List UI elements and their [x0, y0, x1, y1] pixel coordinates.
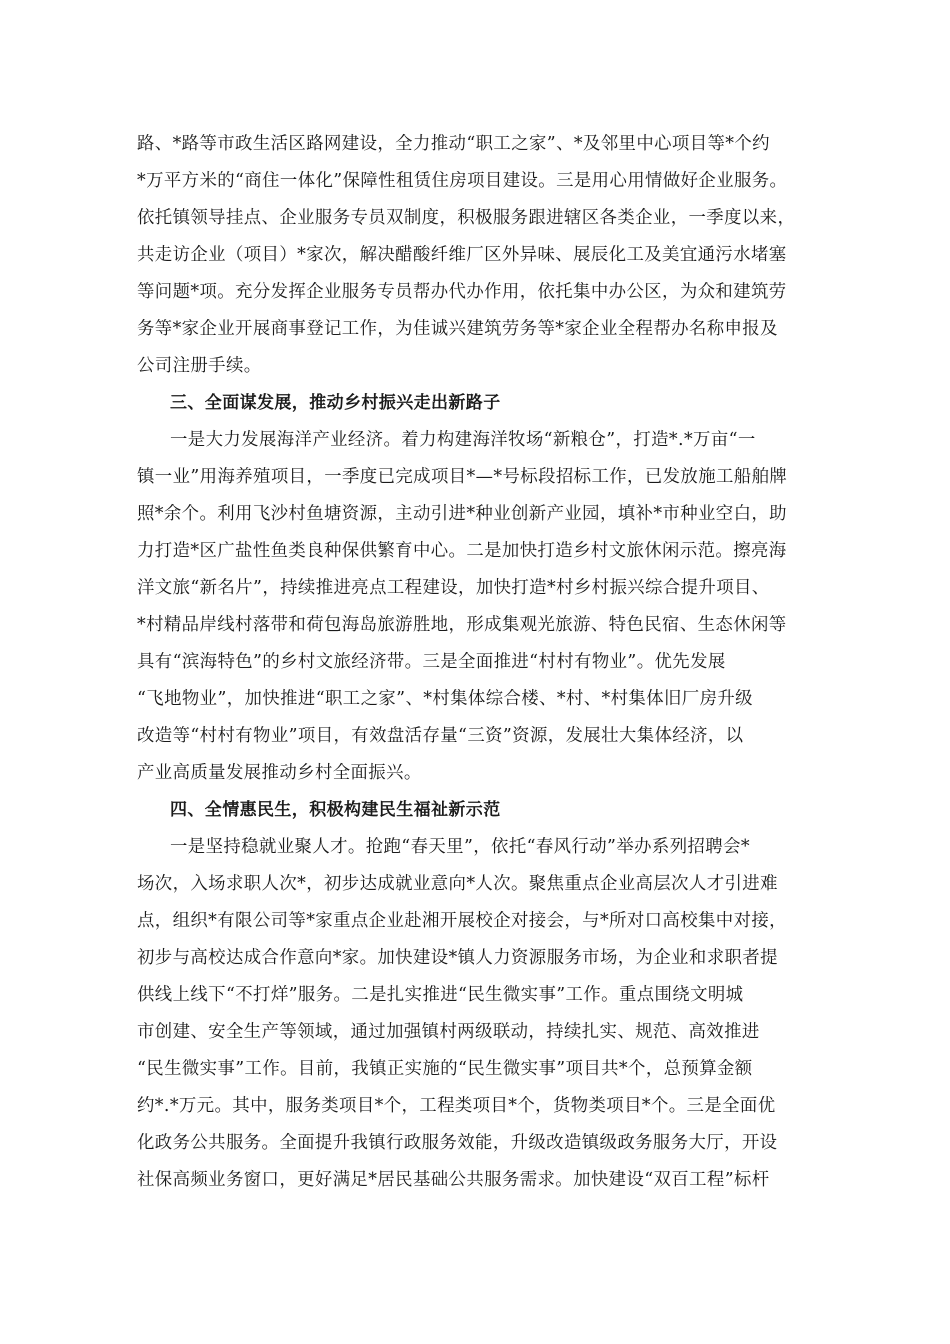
text-line: 具有“滨海特色”的乡村文旅经济带。三是全面推进“村村有物业”。优先发展 [137, 652, 726, 672]
section-heading-3: 三、全面谋发展，推动乡村振兴走出新路子 [170, 393, 501, 413]
text-line: 化政务公共服务。全面提升我镇行政服务效能，升级改造镇级政务服务大厅，开设 [137, 1133, 778, 1153]
text-line: 照*余个。利用飞沙村鱼塘资源，主动引进*种业创新产业园，填补*市种业空白，助 [137, 504, 787, 524]
text-line: “民生微实事”工作。目前，我镇正实施的“民生微实事”项目共*个，总预算金额 [137, 1059, 753, 1079]
text-line: 镇一业”用海养殖项目，一季度已完成项目*—*号标段招标工作，已发放施工船舶牌 [137, 467, 788, 487]
text-line: 力打造*区广盐性鱼类良种保供繁育中心。二是加快打造乡村文旅休闲示范。擦亮海 [137, 541, 787, 561]
text-line: “飞地物业”，加快推进“职工之家”、*村集体综合楼、*村、*村集体旧厂房升级 [137, 689, 753, 709]
text-line: 社保高频业务窗口，更好满足*居民基础公共服务需求。加快建设“双百工程”标杆 [137, 1170, 770, 1190]
text-line: 约*.*万元。其中，服务类项目*个，工程类项目*个，货物类项目*个。三是全面优 [137, 1096, 776, 1116]
text-line: 依托镇领导挂点、企业服务专员双制度，积极服务跟进辖区各类企业，一季度以来， [137, 208, 796, 228]
text-line: 点，组织*有限公司等*家重点企业赴湘开展校企对接会，与*所对口高校集中对接， [137, 911, 787, 931]
text-line: 产业高质量发展推动乡村全面振兴。 [137, 763, 422, 783]
text-line: 一是坚持稳就业聚人才。抢跑“春天里”，依托“春风行动”举办系列招聘会* [170, 837, 750, 857]
text-line: 一是大力发展海洋产业经济。着力构建海洋牧场“新粮仓”，打造*.*万亩“一 [170, 430, 756, 450]
text-line: 场次，入场求职人次*，初步达成就业意向*人次。聚焦重点企业高层次人才引进难 [137, 874, 778, 894]
text-line: 共走访企业（项目）*家次，解决醋酸纤维厂区外异味、展辰化工及美宜通污水堵塞 [137, 245, 787, 265]
text-line: *村精品岸线村落带和荷包海岛旅游胜地，形成集观光旅游、特色民宿、生态休闲等 [137, 615, 787, 635]
text-line: 务等*家企业开展商事登记工作，为佳诚兴建筑劳务等*家企业全程帮办名称申报及 [137, 319, 778, 339]
section-heading-4: 四、全情惠民生，积极构建民生福祉新示范 [170, 800, 501, 820]
text-line: 供线上线下“不打烊”服务。二是扎实推进“民生微实事”工作。重点围绕文明城 [137, 985, 744, 1005]
text-line: 改造等“村村有物业”项目，有效盘活存量“三资”资源，发展壮大集体经济，以 [137, 726, 744, 746]
text-line: 路、*路等市政生活区路网建设，全力推动“职工之家”、*及邻里中心项目等*个约 [137, 134, 770, 154]
text-line: 等问题*项。充分发挥企业服务专员帮办代办作用，依托集中办公区，为众和建筑劳 [137, 282, 787, 302]
text-line: *万平方米的“商住一体化”保障性租赁住房项目建设。三是用心用情做好企业服务。 [137, 171, 788, 191]
text-line: 初步与高校达成合作意向*家。加快建设*镇人力资源服务市场，为企业和求职者提 [137, 948, 778, 968]
text-line: 市创建、安全生产等领域，通过加强镇村两级联动，持续扎实、规范、高效推进 [137, 1022, 760, 1042]
text-line: 洋文旅“新名片”，持续推进亮点工程建设，加快打造*村乡村振兴综合提升项目、 [137, 578, 770, 598]
text-line: 公司注册手续。 [137, 356, 262, 376]
